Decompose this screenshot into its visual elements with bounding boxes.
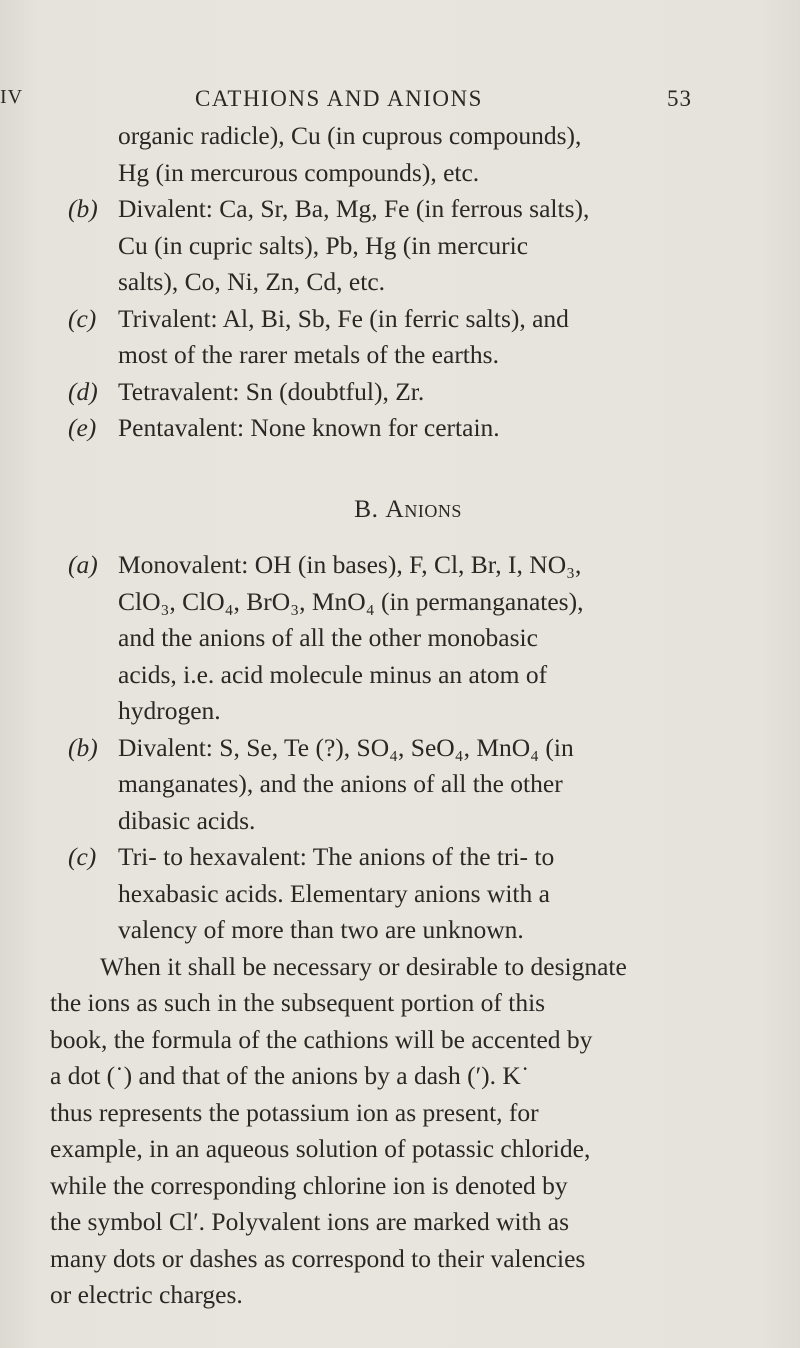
text-line: Tri- to hexavalent: The anions of the tri- to (118, 842, 555, 871)
text-line: When it shall be necessary or desirable to designate (100, 951, 627, 981)
text-line: Divalent: S, Se, Te (?), SO₄, SeO₄, MnO₄ (in (118, 732, 574, 762)
text-line: example, in an aqueous solution of potassic chloride, (50, 1134, 591, 1163)
text-line: the symbol Cl′. Polyvalent ions are marked with as (50, 1207, 570, 1236)
body-text (50, 118, 748, 1314)
running-header (0, 78, 800, 118)
chapter-number: IV (0, 86, 24, 108)
section-heading-anions (68, 491, 748, 528)
anion-item-monovalent (68, 547, 748, 730)
item-mark: (c) (68, 303, 97, 333)
text-line: valency of more than two are unknown. (118, 915, 524, 944)
item-mark: (a) (68, 550, 98, 579)
text-line: Hg (in mercurous compounds), etc. (118, 157, 480, 187)
text-line: thus represents the potassium ion as present, for (50, 1097, 539, 1127)
text-line: ClO₃, ClO₄, BrO₃, MnO₄ (in permanganates), (118, 586, 584, 616)
text-line: the ions as such in the subsequent portion of this (50, 988, 546, 1017)
text-line: dibasic acids. (118, 805, 256, 835)
text-line: many dots or dashes as correspond to their valencies (50, 1243, 586, 1273)
cathion-item-pentavalent (68, 410, 748, 447)
text-line: Trivalent: Al, Bi, Sb, Fe (in ferric salts), and (118, 303, 569, 333)
text-line: book, the formula of the cathions will be accented by (50, 1024, 593, 1054)
text-line: hydrogen. (118, 696, 221, 725)
text-line: or electric charges. (50, 1280, 243, 1309)
item-mark: (b) (68, 732, 98, 762)
cathion-item-trivalent (68, 301, 748, 374)
text-line: Divalent: Ca, Sr, Ba, Mg, Fe (in ferrous salts), (118, 194, 590, 223)
text-line: manganates), and the anions of all the other (118, 769, 563, 798)
text-line: salts), Co, Ni, Zn, Cd, etc. (118, 267, 386, 296)
ion-notation-paragraph (50, 949, 748, 1314)
text-line: a dot (˙) and that of the anions by a dash (′). K˙ (50, 1061, 530, 1090)
text-line: hexabasic acids. Elementary anions with a (118, 878, 550, 908)
heading-label: Anions (385, 493, 462, 523)
running-title: CATHIONS AND ANIONS (195, 86, 483, 111)
text-line: most of the rarer metals of the earths. (118, 340, 499, 369)
heading-prefix: B. (354, 493, 379, 523)
text-line: Tetravalent: Sn (doubtful), Zr. (118, 376, 425, 406)
page-number: 53 (667, 86, 692, 111)
cathion-continuation (68, 118, 748, 191)
item-mark: (e) (68, 413, 97, 442)
text-line: while the corresponding chlorine ion is denoted by (50, 1170, 568, 1200)
item-mark: (d) (68, 376, 98, 406)
text-line: Pentavalent: None known for certain. (118, 413, 500, 442)
item-mark: (b) (68, 194, 98, 223)
anion-item-tri-to-hexavalent (68, 839, 748, 949)
text-line: Monovalent: OH (in bases), F, Cl, Br, I, NO₃, (118, 550, 582, 579)
text-line: and the anions of all the other monobasic (118, 623, 538, 652)
item-mark: (c) (68, 842, 97, 871)
text-line: organic radicle), Cu (in cuprous compounds), (118, 121, 582, 150)
cathion-item-divalent (68, 191, 748, 301)
cathion-item-tetravalent (68, 374, 748, 411)
text-line: acids, i.e. acid molecule minus an atom of (118, 659, 548, 689)
anion-item-divalent (68, 730, 748, 840)
text-line: Cu (in cupric salts), Pb, Hg (in mercuric (118, 230, 529, 260)
